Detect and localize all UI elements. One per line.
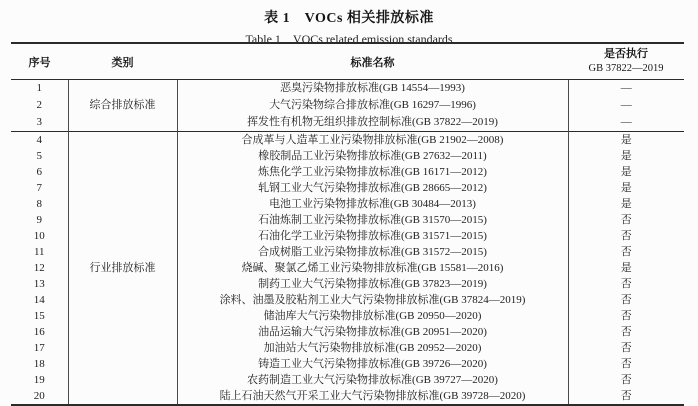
cell-execute-flag: 否 bbox=[620, 357, 632, 370]
cell-standard-name: 油品运输大气污染物排放标准(GB 20951—2020) bbox=[177, 324, 568, 340]
cell-execute-flag: — bbox=[620, 99, 632, 111]
cell-execute-flag: 否 bbox=[620, 229, 632, 242]
cell-standard-name: 陆上石油天然气开采工业大气污染物排放标准(GB 39728—2020) bbox=[177, 388, 568, 405]
cell-standard-name: 橡胶制品工业污染物排放标准(GB 27632—2011) bbox=[177, 148, 568, 164]
table-row bbox=[11, 80, 684, 98]
cell-execute-flag: 否 bbox=[620, 213, 632, 226]
cell-serial-number: 3 bbox=[11, 114, 68, 132]
cell-standard-name: 涂料、油墨及胶粘剂工业大气污染物排放标准(GB 37824—2019) bbox=[177, 292, 568, 308]
cell-serial-number: 14 bbox=[11, 292, 68, 308]
cell-serial-number: 10 bbox=[11, 228, 68, 244]
header-standard-name: 标准名称 bbox=[177, 43, 568, 80]
cell-serial-number: 6 bbox=[11, 164, 68, 180]
cell-serial-number: 16 bbox=[11, 324, 68, 340]
cell-serial-number: 5 bbox=[11, 148, 68, 164]
table-header-row bbox=[11, 43, 684, 80]
cell-standard-name: 石油化学工业污染物排放标准(GB 31571—2015) bbox=[177, 228, 568, 244]
cell-execute-flag: 是 bbox=[620, 181, 632, 194]
cell-serial-number: 7 bbox=[11, 180, 68, 196]
cell-serial-number: 13 bbox=[11, 276, 68, 292]
cell-standard-name: 制药工业大气污染物排放标准(GB 37823—2019) bbox=[177, 276, 568, 292]
cell-standard-name: 大气污染物综合排放标准(GB 16297—1996) bbox=[177, 97, 568, 114]
cell-category-industry: 行业排放标准 bbox=[68, 132, 177, 406]
cell-standard-name: 炼焦化学工业污染物排放标准(GB 16171—2012) bbox=[177, 164, 568, 180]
header-category: 类别 bbox=[68, 43, 177, 80]
table-title-zh: 表 1 VOCs 相关排放标准 bbox=[264, 11, 434, 26]
cell-serial-number: 20 bbox=[11, 388, 68, 405]
cell-standard-name: 石油炼制工业污染物排放标准(GB 31570—2015) bbox=[177, 212, 568, 228]
cell-execute-flag: 是 bbox=[620, 165, 632, 178]
cell-standard-name: 挥发性有机物无组织排放控制标准(GB 37822—2019) bbox=[177, 114, 568, 132]
table-body bbox=[11, 80, 684, 406]
cell-execute-flag: 否 bbox=[620, 293, 632, 306]
cell-standard-name: 合成树脂工业污染物排放标准(GB 31572—2015) bbox=[177, 244, 568, 260]
cell-execute-flag: 是 bbox=[568, 132, 684, 149]
cell-standard-name: 恶臭污染物排放标准(GB 14554—1993) bbox=[177, 80, 568, 98]
cell-execute-flag: — bbox=[620, 116, 632, 128]
cell-serial-number: 11 bbox=[11, 244, 68, 260]
cell-standard-name: 加油站大气污染物排放标准(GB 20952—2020) bbox=[177, 340, 568, 356]
cell-serial-number: 12 bbox=[11, 260, 68, 276]
cell-serial-number: 19 bbox=[11, 372, 68, 388]
cell-serial-number: 17 bbox=[11, 340, 68, 356]
standards-table bbox=[11, 42, 684, 406]
header-serial-number: 序号 bbox=[11, 43, 68, 80]
cell-standard-name: 农药制造工业大气污染物排放标准(GB 39727—2020) bbox=[177, 372, 568, 388]
cell-standard-name: 轧钢工业大气污染物排放标准(GB 28665—2012) bbox=[177, 180, 568, 196]
cell-execute-flag: 否 bbox=[620, 341, 632, 354]
cell-execute-flag: 是 bbox=[620, 261, 632, 274]
cell-execute-flag: 是 bbox=[620, 197, 632, 210]
cell-execute-flag: 是 bbox=[620, 149, 632, 162]
cell-serial-number: 9 bbox=[11, 212, 68, 228]
table-row bbox=[11, 132, 684, 149]
cell-execute-flag: 否 bbox=[620, 325, 632, 338]
cell-standard-name: 储油库大气污染物排放标准(GB 20950—2020) bbox=[177, 308, 568, 324]
cell-execute-flag: 否 bbox=[620, 309, 632, 322]
cell-standard-name: 烧碱、聚氯乙烯工业污染物排放标准(GB 15581—2016) bbox=[177, 260, 568, 276]
cell-serial-number: 8 bbox=[11, 196, 68, 212]
cell-execute-flag: 否 bbox=[620, 389, 632, 402]
cell-execute-flag: 否 bbox=[620, 373, 632, 386]
cell-execute-flag: 否 bbox=[620, 245, 632, 258]
cell-serial-number: 2 bbox=[11, 97, 68, 114]
cell-serial-number: 18 bbox=[11, 356, 68, 372]
header-execute-flag-line2: GB 37822—2019 bbox=[588, 62, 664, 74]
cell-serial-number: 4 bbox=[11, 132, 68, 149]
header-execute-flag-line1: 是否执行 bbox=[604, 48, 648, 61]
cell-category-comprehensive: 综合排放标准 bbox=[68, 80, 177, 132]
cell-standard-name: 合成革与人造革工业污染物排放标准(GB 21902—2008) bbox=[177, 132, 568, 149]
cell-standard-name: 铸造工业大气污染物排放标准(GB 39726—2020) bbox=[177, 356, 568, 372]
cell-standard-name: 电池工业污染物排放标准(GB 30484—2013) bbox=[177, 196, 568, 212]
cell-serial-number: 15 bbox=[11, 308, 68, 324]
header-execute-flag bbox=[568, 43, 684, 80]
table-header bbox=[11, 43, 684, 80]
cell-serial-number: 1 bbox=[11, 80, 68, 98]
table-title-en: Table 1 VOCs related emission standards bbox=[245, 32, 453, 46]
cell-execute-flag: — bbox=[620, 82, 632, 94]
cell-execute-flag: 否 bbox=[620, 277, 632, 290]
